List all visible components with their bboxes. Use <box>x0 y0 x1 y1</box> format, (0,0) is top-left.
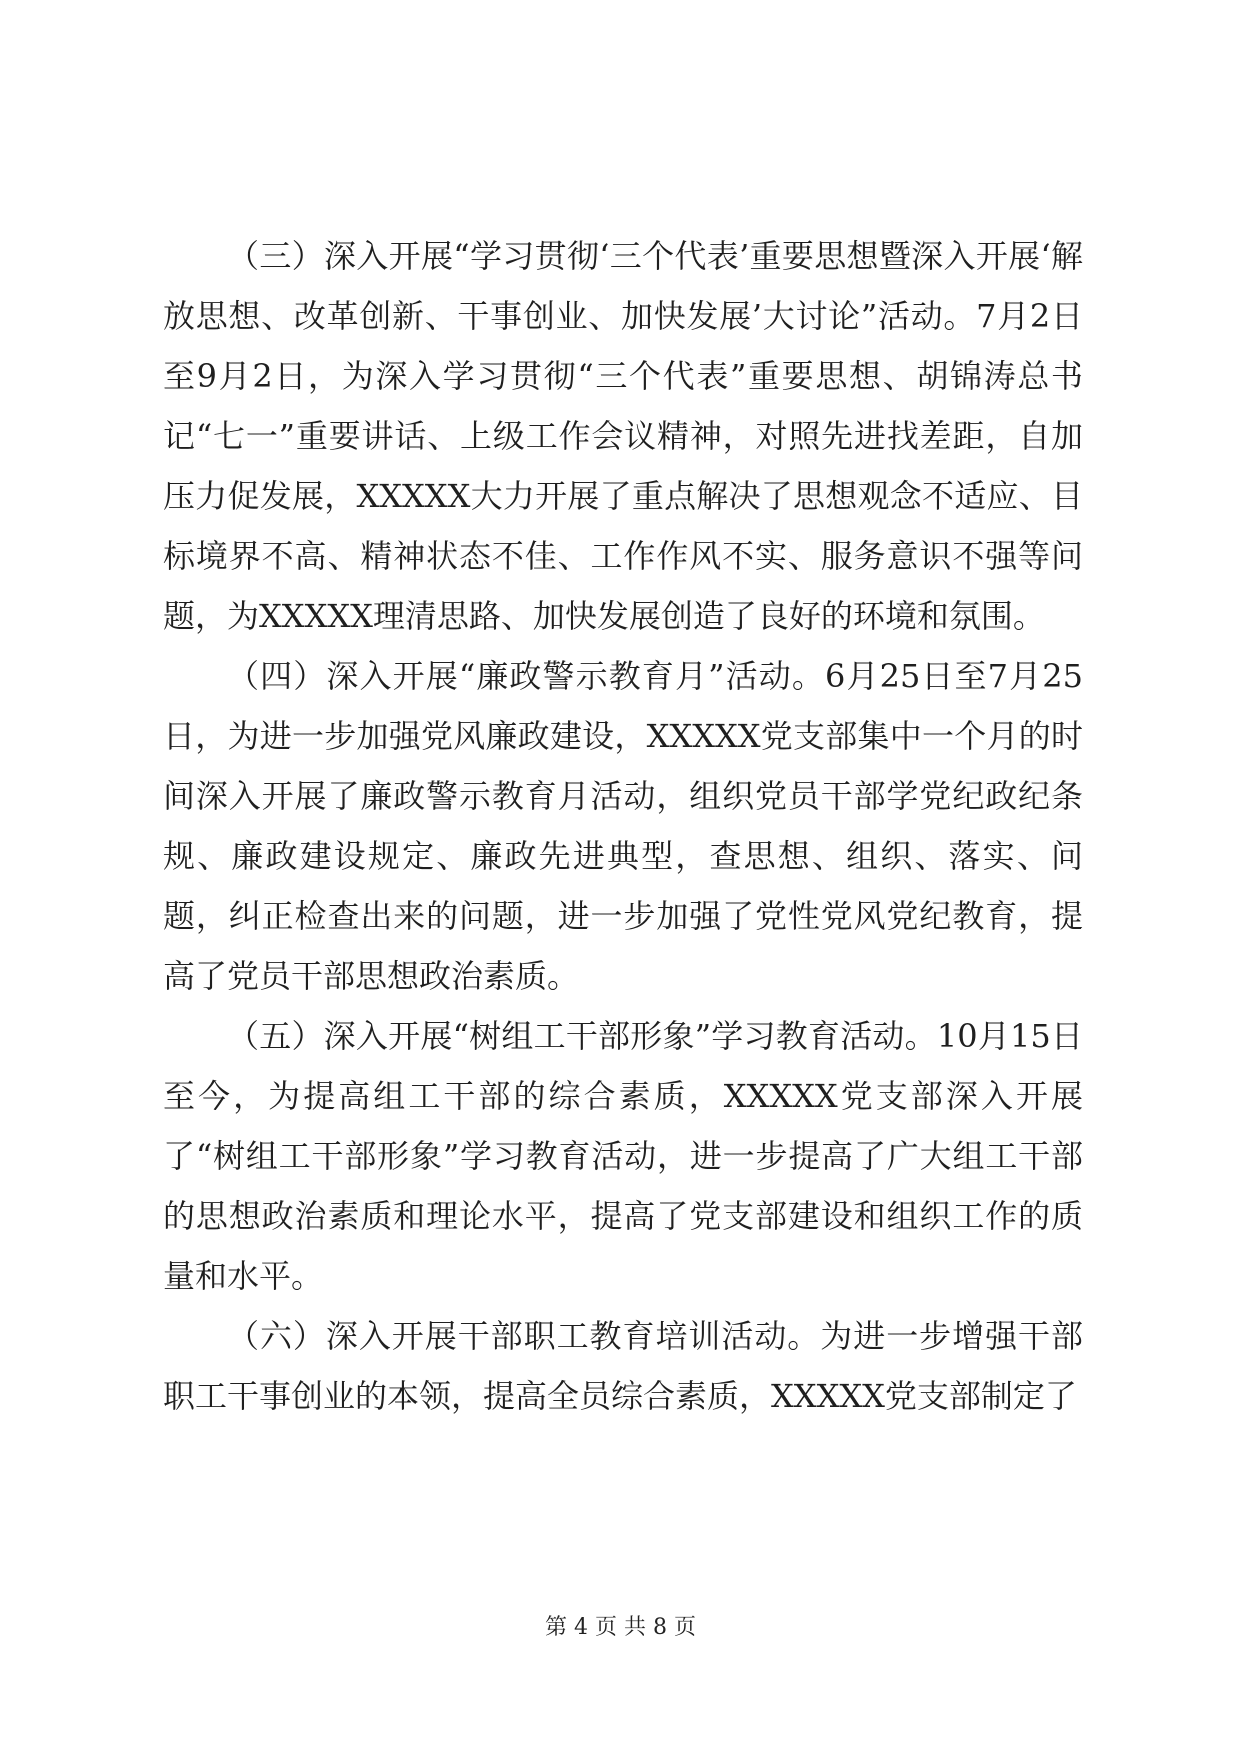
paragraph-4: （四）深入开展“廉政警示教育月”活动。6月25日至7月25日，为进一步加强党风廉政建设，XXXXX党支部集中一个月的时间深入开展了廉政警示教育月活动，组织党员干部学党纪政纪条规、廉政建设规定、廉政先进典型，查思想、组织、落实、问题，纠正检查出来的问题，进一步加强了党性党风党纪教育，提高了党员干部思想政治素质。 <box>163 657 1083 995</box>
page-footer: 第 4 页 共 8 页 <box>545 1615 696 1640</box>
paragraph-5: （五）深入开展“树组工干部形象”学习教育活动。10月15日至今，为提高组工干部的综合素质，XXXXX党支部深入开展了“树组工干部形象”学习教育活动，进一步提高了广大组工干部的思想政治素质和理论水平，提高了党支部建设和组织工作的质量和水平。 <box>163 1017 1083 1295</box>
paragraph-6: （六）深入开展干部职工教育培训活动。为进一步增强干部职工干事创业的本领，提高全员综合素质，XXXXX党支部制定了 <box>163 1317 1083 1415</box>
paragraph-3: （三）深入开展“学习贯彻‘三个代表’重要思想暨深入开展‘解放思想、改革创新、干事创业、加快发展’大讨论”活动。7月2日至9月2日，为深入学习贯彻“三个代表”重要思想、胡锦涛总书记“七一”重要讲话、上级工作会议精神，对照先进找差距，自加压力促发展，XXXXX大力开展了重点解决了思想观念不适应、目标境界不高、精神状态不佳、工作作风不实、服务意识不强等问题，为XXXXX理清思路、加快发展创造了良好的环境和氛围。 <box>163 237 1083 635</box>
document-body <box>163 226 1083 1426</box>
